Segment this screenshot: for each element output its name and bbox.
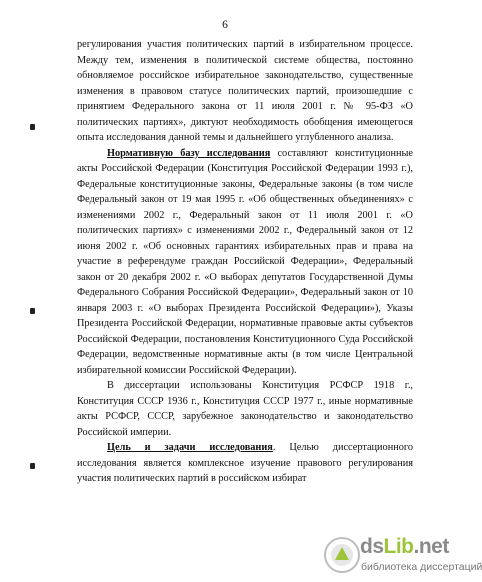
- watermark: [320, 533, 482, 579]
- paragraph-historical-sources: В диссертации использованы Конституция РСФСР 1918 г., Конституция СССР 1936 г., Конституция СССР 1977 г., иные нормативные акты РСФСР, СССР, зарубежное законодательство и законодательство Российской империи.: [77, 380, 413, 438]
- paragraph-goals: [77, 440, 413, 487]
- margin-mark: [30, 308, 35, 314]
- goals-text: . Целью диссертационного исследования является комплексное изучение правового регулирования участия политических партий в российском избират: [77, 442, 413, 484]
- page-number: 6: [222, 19, 228, 31]
- normative-base-text: составляют конституционные акты Российской Федерации (Конституция Российской Федерации 1993 г.), Федеральные конституционные законы, Федеральные законы (в том числе Федеральный закон от 19 мая 1995 г. «Об общественных объединениях» с изменениями 2002 г., Федеральный закон от 11 июля 2001 г. «О политических партиях» с изменениями 2002 г., Федеральный закон от 12 июня 2002 г. «Об основных гарантиях избирательных прав и права на участие в референдуме граждан Российской Федерации», Федеральный закон от 20 декабря 2002 г. «О выборах депутатов Государственной Думы Федерального Собрания Российской Федерации», Федеральный закон от 10 января 2003 г. «О выборах Президента Российской Федерации»), Указы Президента Российской Федерации, нормативные правовые акты субъектов Российской Федерации, постановления Конституционного Суда Российской Федерации, ведомственные нормативные акты (в том числе Центральной избирательной комиссии Российской Федерации).: [77, 147, 413, 376]
- section-heading-goals: Цель и задачи исследования: [107, 442, 273, 453]
- margin-mark: [30, 124, 35, 130]
- paragraph-normative-base: [77, 146, 413, 379]
- paragraph-intro-continuation: регулирования участия политических партий в избирательном процессе. Между тем, изменения в политической системе общества, постоянно обновляемое российское избирательное законодательство, существенные изменения в правовом статусе политических партий, произошедшие с принятием Федерального закона от 11 июля 2001 г. № 95-ФЗ «О политических партиях», диктуют необходимость обобщения имеющегося опыта исследования данной темы и дальнейшего углубленного анализа.: [77, 39, 413, 143]
- section-heading-normative-base: Нормативную базу исследования: [107, 147, 271, 159]
- watermark-site-name: dsLib.net: [360, 535, 449, 558]
- dslib-logo-icon: [323, 536, 361, 574]
- margin-mark: [30, 463, 35, 469]
- watermark-caption: библиотека диссертаций: [361, 561, 482, 573]
- document-body: [77, 37, 413, 487]
